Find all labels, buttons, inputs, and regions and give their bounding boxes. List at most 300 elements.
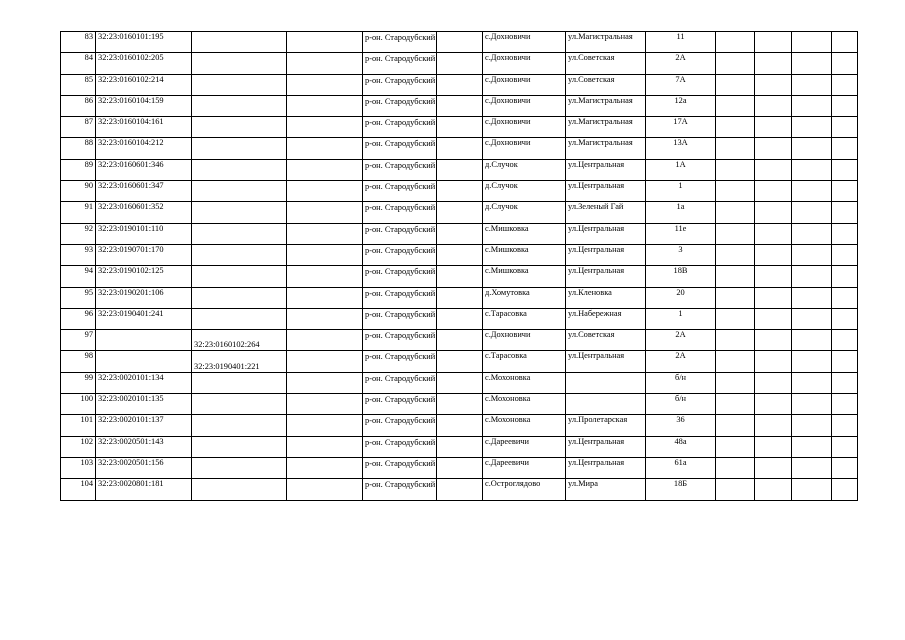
house-number: 11е xyxy=(646,223,716,244)
empty-cell xyxy=(755,159,792,180)
empty-cell xyxy=(437,74,483,95)
table-row xyxy=(61,287,858,308)
empty-cell xyxy=(437,308,483,329)
settlement-cell: с.Остроглядово xyxy=(483,479,566,500)
empty-cell xyxy=(437,415,483,436)
empty-cell xyxy=(437,266,483,287)
house-number: 48а xyxy=(646,436,716,457)
settlement-cell: с.Мохоновка xyxy=(483,415,566,436)
empty-cell xyxy=(287,117,363,138)
empty-cell xyxy=(755,266,792,287)
empty-cell xyxy=(716,202,755,223)
empty-cell xyxy=(792,74,832,95)
cadastral-number: 32:23:0020101:137 xyxy=(96,415,192,436)
street-cell: ул.Советская xyxy=(566,74,646,95)
street-cell: ул.Центральная xyxy=(566,436,646,457)
cadastral-number-alt xyxy=(192,74,287,95)
settlement-cell: д.Случок xyxy=(483,181,566,202)
empty-cell xyxy=(792,159,832,180)
empty-cell xyxy=(792,32,832,53)
empty-cell xyxy=(755,181,792,202)
house-number: 2А xyxy=(646,351,716,372)
cadastral-number-alt: 32:23:0190401:221 xyxy=(192,351,287,372)
empty-cell xyxy=(437,457,483,478)
empty-cell xyxy=(832,415,858,436)
empty-cell xyxy=(792,53,832,74)
row-number: 101 xyxy=(61,415,96,436)
empty-cell xyxy=(437,330,483,351)
settlement-cell: с.Дохновичи xyxy=(483,32,566,53)
empty-cell xyxy=(832,351,858,372)
table-row xyxy=(61,415,858,436)
settlement-cell: с.Дохновичи xyxy=(483,138,566,159)
empty-cell xyxy=(287,394,363,415)
district-cell: р-он. Стародубский xyxy=(363,117,437,138)
row-number: 89 xyxy=(61,159,96,180)
settlement-cell: с.Мишковка xyxy=(483,223,566,244)
empty-cell xyxy=(755,479,792,500)
district-cell: р-он. Стародубский xyxy=(363,308,437,329)
empty-cell xyxy=(755,351,792,372)
empty-cell xyxy=(832,436,858,457)
empty-cell xyxy=(287,479,363,500)
cadastral-number-alt xyxy=(192,181,287,202)
settlement-cell: с.Тарасовка xyxy=(483,308,566,329)
street-cell: ул.Центральная xyxy=(566,351,646,372)
district-cell: р-он. Стародубский xyxy=(363,95,437,116)
district-cell: р-он. Стародубский xyxy=(363,266,437,287)
house-number: 20 xyxy=(646,287,716,308)
empty-cell xyxy=(437,351,483,372)
cadastral-number: 32:23:0190101:110 xyxy=(96,223,192,244)
empty-cell xyxy=(832,202,858,223)
table-row xyxy=(61,202,858,223)
empty-cell xyxy=(287,287,363,308)
settlement-cell: с.Дареевичи xyxy=(483,436,566,457)
cadastral-number-alt xyxy=(192,372,287,393)
house-number: 1 xyxy=(646,181,716,202)
row-number: 104 xyxy=(61,479,96,500)
empty-cell xyxy=(832,330,858,351)
empty-cell xyxy=(755,287,792,308)
empty-cell xyxy=(792,372,832,393)
row-number: 97 xyxy=(61,330,96,351)
row-number: 103 xyxy=(61,457,96,478)
empty-cell xyxy=(755,330,792,351)
settlement-cell: с.Мохоновка xyxy=(483,372,566,393)
settlement-cell: с.Мохоновка xyxy=(483,394,566,415)
cadastral-number: 32:23:0160104:161 xyxy=(96,117,192,138)
empty-cell xyxy=(716,32,755,53)
street-cell xyxy=(566,394,646,415)
empty-cell xyxy=(716,181,755,202)
empty-cell xyxy=(716,457,755,478)
empty-cell xyxy=(437,244,483,265)
street-cell: ул.Центральная xyxy=(566,159,646,180)
house-number: 7А xyxy=(646,74,716,95)
empty-cell xyxy=(287,32,363,53)
empty-cell xyxy=(437,223,483,244)
cadastral-number-alt xyxy=(192,202,287,223)
row-number: 92 xyxy=(61,223,96,244)
settlement-cell: с.Мишковка xyxy=(483,266,566,287)
empty-cell xyxy=(755,308,792,329)
empty-cell xyxy=(716,159,755,180)
district-cell: р-он. Стародубский xyxy=(363,351,437,372)
table-row xyxy=(61,181,858,202)
district-cell: р-он. Стародубский xyxy=(363,394,437,415)
street-cell: ул.Пролетарская xyxy=(566,415,646,436)
table-row xyxy=(61,479,858,500)
street-cell: ул.Центральная xyxy=(566,266,646,287)
empty-cell xyxy=(437,32,483,53)
district-cell: р-он. Стародубский xyxy=(363,244,437,265)
empty-cell xyxy=(437,287,483,308)
row-number: 86 xyxy=(61,95,96,116)
house-number: б/н xyxy=(646,394,716,415)
district-cell: р-он. Стародубский xyxy=(363,74,437,95)
table-row xyxy=(61,394,858,415)
table-row xyxy=(61,436,858,457)
table-row xyxy=(61,159,858,180)
empty-cell xyxy=(832,457,858,478)
house-number: 17А xyxy=(646,117,716,138)
street-cell: ул.Советская xyxy=(566,53,646,74)
house-number: 18В xyxy=(646,266,716,287)
row-number: 87 xyxy=(61,117,96,138)
empty-cell xyxy=(716,74,755,95)
district-cell: р-он. Стародубский xyxy=(363,330,437,351)
table-row xyxy=(61,32,858,53)
empty-cell xyxy=(755,74,792,95)
empty-cell xyxy=(755,415,792,436)
house-number: 18Б xyxy=(646,479,716,500)
empty-cell xyxy=(832,308,858,329)
empty-cell xyxy=(792,181,832,202)
empty-cell xyxy=(755,394,792,415)
empty-cell xyxy=(716,308,755,329)
cadastral-number: 32:23:0190102:125 xyxy=(96,266,192,287)
settlement-cell: с.Дохновичи xyxy=(483,53,566,74)
empty-cell xyxy=(755,223,792,244)
empty-cell xyxy=(437,436,483,457)
street-cell: ул.Мира xyxy=(566,479,646,500)
district-cell: р-он. Стародубский xyxy=(363,202,437,223)
empty-cell xyxy=(755,32,792,53)
row-number: 95 xyxy=(61,287,96,308)
cadastral-number-alt xyxy=(192,95,287,116)
table-row xyxy=(61,74,858,95)
empty-cell xyxy=(716,223,755,244)
empty-cell xyxy=(755,95,792,116)
empty-cell xyxy=(716,436,755,457)
cadastral-number-alt xyxy=(192,457,287,478)
settlement-cell: д.Хомутовка xyxy=(483,287,566,308)
empty-cell xyxy=(437,181,483,202)
house-number: 12а xyxy=(646,95,716,116)
table-row xyxy=(61,223,858,244)
table-row xyxy=(61,244,858,265)
cadastral-number: 32:23:0020501:143 xyxy=(96,436,192,457)
empty-cell xyxy=(287,415,363,436)
street-cell: ул.Центральная xyxy=(566,181,646,202)
empty-cell xyxy=(832,372,858,393)
district-cell: р-он. Стародубский xyxy=(363,181,437,202)
empty-cell xyxy=(792,308,832,329)
empty-cell xyxy=(287,138,363,159)
house-number: 36 xyxy=(646,415,716,436)
empty-cell xyxy=(832,159,858,180)
empty-cell xyxy=(832,394,858,415)
empty-cell xyxy=(287,159,363,180)
cadastral-number xyxy=(96,330,192,351)
empty-cell xyxy=(287,372,363,393)
empty-cell xyxy=(792,394,832,415)
empty-cell xyxy=(437,479,483,500)
district-cell: р-он. Стародубский xyxy=(363,436,437,457)
empty-cell xyxy=(716,266,755,287)
empty-cell xyxy=(792,117,832,138)
empty-cell xyxy=(287,266,363,287)
empty-cell xyxy=(792,95,832,116)
cadastral-number: 32:23:0020801:181 xyxy=(96,479,192,500)
empty-cell xyxy=(287,202,363,223)
district-cell: р-он. Стародубский xyxy=(363,223,437,244)
cadastral-number: 32:23:0020501:156 xyxy=(96,457,192,478)
empty-cell xyxy=(287,181,363,202)
empty-cell xyxy=(832,479,858,500)
empty-cell xyxy=(287,74,363,95)
cadastral-number: 32:23:0160102:205 xyxy=(96,53,192,74)
empty-cell xyxy=(437,53,483,74)
empty-cell xyxy=(792,244,832,265)
cadastral-number: 32:23:0160104:212 xyxy=(96,138,192,159)
empty-cell xyxy=(832,117,858,138)
cadastral-number-alt xyxy=(192,32,287,53)
empty-cell xyxy=(792,287,832,308)
empty-cell xyxy=(792,479,832,500)
empty-cell xyxy=(792,457,832,478)
cadastral-number: 32:23:0190701:170 xyxy=(96,244,192,265)
empty-cell xyxy=(437,159,483,180)
district-cell: р-он. Стародубский xyxy=(363,457,437,478)
cadastral-number: 32:23:0020101:134 xyxy=(96,372,192,393)
row-number: 102 xyxy=(61,436,96,457)
cadastral-number-alt xyxy=(192,117,287,138)
cadastral-number: 32:23:0160102:214 xyxy=(96,74,192,95)
empty-cell xyxy=(792,266,832,287)
cadastral-number-alt xyxy=(192,436,287,457)
cadastral-number-alt xyxy=(192,223,287,244)
empty-cell xyxy=(832,181,858,202)
empty-cell xyxy=(437,138,483,159)
settlement-cell: с.Тарасовка xyxy=(483,351,566,372)
empty-cell xyxy=(716,372,755,393)
empty-cell xyxy=(716,415,755,436)
settlement-cell: д.Случок xyxy=(483,202,566,223)
table-row xyxy=(61,330,858,351)
cadastral-number-alt xyxy=(192,415,287,436)
street-cell: ул.Магистральная xyxy=(566,32,646,53)
empty-cell xyxy=(755,244,792,265)
row-number: 100 xyxy=(61,394,96,415)
empty-cell xyxy=(437,202,483,223)
cadastral-number-alt xyxy=(192,479,287,500)
table-row xyxy=(61,138,858,159)
empty-cell xyxy=(287,53,363,74)
row-number: 94 xyxy=(61,266,96,287)
street-cell: ул.Магистральная xyxy=(566,117,646,138)
cadastral-number: 32:23:0160101:195 xyxy=(96,32,192,53)
cadastral-number: 32:23:0190401:241 xyxy=(96,308,192,329)
table-row xyxy=(61,95,858,116)
cadastral-number: 32:23:0160601:352 xyxy=(96,202,192,223)
empty-cell xyxy=(792,202,832,223)
cadastral-number: 32:23:0160601:347 xyxy=(96,181,192,202)
settlement-cell: с.Мишковка xyxy=(483,244,566,265)
district-cell: р-он. Стародубский xyxy=(363,415,437,436)
cadastral-number: 32:23:0160104:159 xyxy=(96,95,192,116)
district-cell: р-он. Стародубский xyxy=(363,159,437,180)
district-cell: р-он. Стародубский xyxy=(363,32,437,53)
street-cell: ул.Магистральная xyxy=(566,95,646,116)
table-row xyxy=(61,351,858,372)
empty-cell xyxy=(716,394,755,415)
empty-cell xyxy=(832,266,858,287)
empty-cell xyxy=(287,436,363,457)
empty-cell xyxy=(437,372,483,393)
empty-cell xyxy=(832,138,858,159)
empty-cell xyxy=(716,479,755,500)
empty-cell xyxy=(832,244,858,265)
row-number: 91 xyxy=(61,202,96,223)
row-number: 93 xyxy=(61,244,96,265)
cadastral-number-alt xyxy=(192,138,287,159)
cadastral-number-alt xyxy=(192,287,287,308)
empty-cell xyxy=(437,394,483,415)
table-body xyxy=(61,32,858,501)
cadastral-number-alt xyxy=(192,159,287,180)
empty-cell xyxy=(287,223,363,244)
house-number: 1 xyxy=(646,308,716,329)
street-cell: ул.Кленовка xyxy=(566,287,646,308)
cadastral-number-alt: 32:23:0160102:264 xyxy=(192,330,287,351)
street-cell: ул.Центральная xyxy=(566,457,646,478)
table-row xyxy=(61,53,858,74)
empty-cell xyxy=(287,457,363,478)
empty-cell xyxy=(437,95,483,116)
cadastral-number: 32:23:0020101:135 xyxy=(96,394,192,415)
empty-cell xyxy=(716,287,755,308)
settlement-cell: с.Дохновичи xyxy=(483,330,566,351)
street-cell: ул.Магистральная xyxy=(566,138,646,159)
empty-cell xyxy=(437,117,483,138)
house-number: 61а xyxy=(646,457,716,478)
empty-cell xyxy=(755,53,792,74)
empty-cell xyxy=(792,351,832,372)
house-number: 11 xyxy=(646,32,716,53)
street-cell: ул.Советская xyxy=(566,330,646,351)
empty-cell xyxy=(832,223,858,244)
empty-cell xyxy=(287,351,363,372)
empty-cell xyxy=(832,32,858,53)
cadastral-number-alt xyxy=(192,244,287,265)
row-number: 88 xyxy=(61,138,96,159)
empty-cell xyxy=(832,53,858,74)
settlement-cell: с.Дохновичи xyxy=(483,117,566,138)
empty-cell xyxy=(755,436,792,457)
empty-cell xyxy=(832,95,858,116)
empty-cell xyxy=(755,457,792,478)
table-row xyxy=(61,372,858,393)
empty-cell xyxy=(716,330,755,351)
house-number: 13А xyxy=(646,138,716,159)
empty-cell xyxy=(716,138,755,159)
empty-cell xyxy=(832,74,858,95)
cadastral-number-alt xyxy=(192,53,287,74)
table-row xyxy=(61,266,858,287)
empty-cell xyxy=(287,244,363,265)
house-number: 1А xyxy=(646,159,716,180)
empty-cell xyxy=(755,372,792,393)
empty-cell xyxy=(716,351,755,372)
cadastral-number xyxy=(96,351,192,372)
row-number: 99 xyxy=(61,372,96,393)
settlement-cell: с.Дохновичи xyxy=(483,95,566,116)
cadastral-number: 32:23:0160601:346 xyxy=(96,159,192,180)
row-number: 84 xyxy=(61,53,96,74)
empty-cell xyxy=(755,202,792,223)
street-cell xyxy=(566,372,646,393)
row-number: 90 xyxy=(61,181,96,202)
house-number: 1а xyxy=(646,202,716,223)
house-number: 2А xyxy=(646,330,716,351)
street-cell: ул.Зеленый Гай xyxy=(566,202,646,223)
row-number: 85 xyxy=(61,74,96,95)
empty-cell xyxy=(716,244,755,265)
settlement-cell: с.Дареевичи xyxy=(483,457,566,478)
settlement-cell: д.Случок xyxy=(483,159,566,180)
street-cell: ул.Центральная xyxy=(566,244,646,265)
empty-cell xyxy=(716,95,755,116)
street-cell: ул.Центральная xyxy=(566,223,646,244)
row-number: 98 xyxy=(61,351,96,372)
empty-cell xyxy=(287,308,363,329)
district-cell: р-он. Стародубский xyxy=(363,138,437,159)
empty-cell xyxy=(716,53,755,74)
settlement-cell: с.Дохновичи xyxy=(483,74,566,95)
cadastral-number-alt xyxy=(192,308,287,329)
empty-cell xyxy=(287,330,363,351)
empty-cell xyxy=(716,117,755,138)
district-cell: р-он. Стародубский xyxy=(363,53,437,74)
registry-table xyxy=(60,31,858,501)
empty-cell xyxy=(792,138,832,159)
district-cell: р-он. Стародубский xyxy=(363,372,437,393)
empty-cell xyxy=(792,330,832,351)
table-row xyxy=(61,308,858,329)
cadastral-number-alt xyxy=(192,266,287,287)
house-number: 2А xyxy=(646,53,716,74)
empty-cell xyxy=(792,223,832,244)
empty-cell xyxy=(755,117,792,138)
row-number: 83 xyxy=(61,32,96,53)
empty-cell xyxy=(755,138,792,159)
district-cell: р-он. Стародубский xyxy=(363,287,437,308)
street-cell: ул.Набережная xyxy=(566,308,646,329)
house-number: б/н xyxy=(646,372,716,393)
table-row xyxy=(61,457,858,478)
